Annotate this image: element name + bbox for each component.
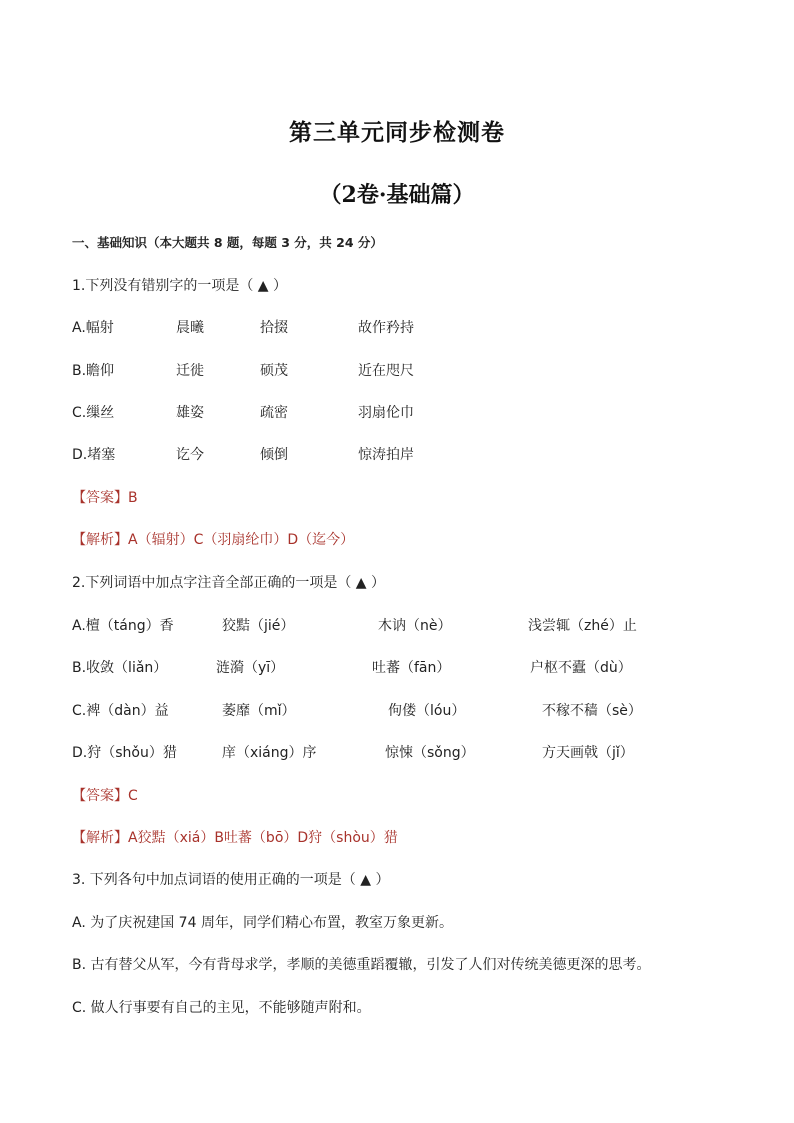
page-title: 第三单元同步检测卷 xyxy=(289,119,505,146)
q2-option-cell: 涟漪（yī） xyxy=(216,660,285,676)
analysis-text: A（辐射）C（羽扇纶巾）D（迄今） xyxy=(128,532,355,548)
analysis-text: A狡黠（xiá）B吐蕃（bō）D狩（shòu）猎 xyxy=(128,830,398,846)
q2-option-cell: 不稼不穑（sè） xyxy=(542,703,642,719)
q1-option-cell: B.瞻仰 xyxy=(72,363,115,379)
q1-option-row xyxy=(72,446,772,464)
q1-option-cell: 拾掇 xyxy=(260,320,288,336)
q2-option-cell: B.收敛（liǎn） xyxy=(72,660,168,676)
answer-value: C xyxy=(128,788,138,804)
q2-option-cell: 吐蕃（fān） xyxy=(372,660,451,676)
q2-option-cell: 木讷（nè） xyxy=(378,618,452,634)
q2-option-cell: 庠（xiáng）序 xyxy=(222,745,317,761)
q1-option-cell: 近在咫尺 xyxy=(358,363,414,379)
q1-analysis xyxy=(72,531,354,549)
q1-option-cell: 晨曦 xyxy=(176,320,204,336)
q1-option-cell: C.缫丝 xyxy=(72,405,115,421)
q2-option-cell: C.裨（dàn）益 xyxy=(72,703,169,719)
q1-answer xyxy=(72,489,138,507)
q2-option-row xyxy=(72,659,772,677)
q1-option-cell: 羽扇伦巾 xyxy=(358,405,414,421)
q2-option-cell: 佝偻（lóu） xyxy=(388,703,466,719)
analysis-label: 【解析】 xyxy=(72,830,128,846)
q2-option-cell: 狡黠（jié） xyxy=(222,618,295,634)
q3-option-b: B. 古有替父从军，今有背母求学，孝顺的美德重蹈覆辙，引发了人们对传统美德更深的思考。 xyxy=(72,957,651,973)
q1-option-cell: 惊涛拍岸 xyxy=(358,447,414,463)
q2-option-cell: 方天画戟（jǐ） xyxy=(542,745,634,761)
q3-option-a: A. 为了庆祝建国 74 周年，同学们精心布置，教室万象更新。 xyxy=(72,915,453,931)
q2-option-cell: 户枢不蠹（dù） xyxy=(530,660,632,676)
q2-option-cell: D.狩（shǒu）猎 xyxy=(72,745,177,761)
q2-option-cell: 惊悚（sǒng） xyxy=(385,745,475,761)
section-heading: 一、基础知识（本大题共 8 题，每题 3 分，共 24 分） xyxy=(72,235,383,250)
page-subtitle: （2卷·基础篇） xyxy=(319,182,475,208)
q2-option-row xyxy=(72,702,772,720)
q2-option-cell: A.檀（táng）香 xyxy=(72,618,174,634)
q1-option-row xyxy=(72,319,772,337)
question-2-stem: 2.下列词语中加点字注音全部正确的一项是（ ▲ ） xyxy=(72,575,386,591)
q1-option-cell: D.堵塞 xyxy=(72,447,116,463)
q1-option-cell: 硕茂 xyxy=(260,363,288,379)
analysis-label: 【解析】 xyxy=(72,532,128,548)
q2-answer xyxy=(72,787,138,805)
q1-option-cell: A.幅射 xyxy=(72,320,114,336)
q1-option-cell: 故作矜持 xyxy=(358,320,414,336)
q1-option-row xyxy=(72,404,772,422)
q1-option-cell: 迁徙 xyxy=(176,363,204,379)
answer-label: 【答案】 xyxy=(72,490,128,506)
q3-option-c: C. 做人行事要有自己的主见，不能够随声附和。 xyxy=(72,1000,371,1016)
q1-option-cell: 雄姿 xyxy=(176,405,204,421)
answer-value: B xyxy=(128,490,138,506)
question-3-stem: 3. 下列各句中加点词语的使用正确的一项是（ ▲ ） xyxy=(72,872,390,888)
answer-label: 【答案】 xyxy=(72,788,128,804)
q2-option-row xyxy=(72,617,772,635)
q1-option-row xyxy=(72,362,772,380)
q2-analysis xyxy=(72,829,398,847)
question-1-stem: 1.下列没有错别字的一项是（ ▲ ） xyxy=(72,278,288,294)
q2-option-row xyxy=(72,744,772,762)
q2-option-cell: 浅尝辄（zhé）止 xyxy=(528,618,637,634)
q1-option-cell: 疏密 xyxy=(260,405,288,421)
q1-option-cell: 讫今 xyxy=(176,447,204,463)
q1-option-cell: 倾倒 xyxy=(260,447,288,463)
q2-option-cell: 萎靡（mǐ） xyxy=(222,703,296,719)
